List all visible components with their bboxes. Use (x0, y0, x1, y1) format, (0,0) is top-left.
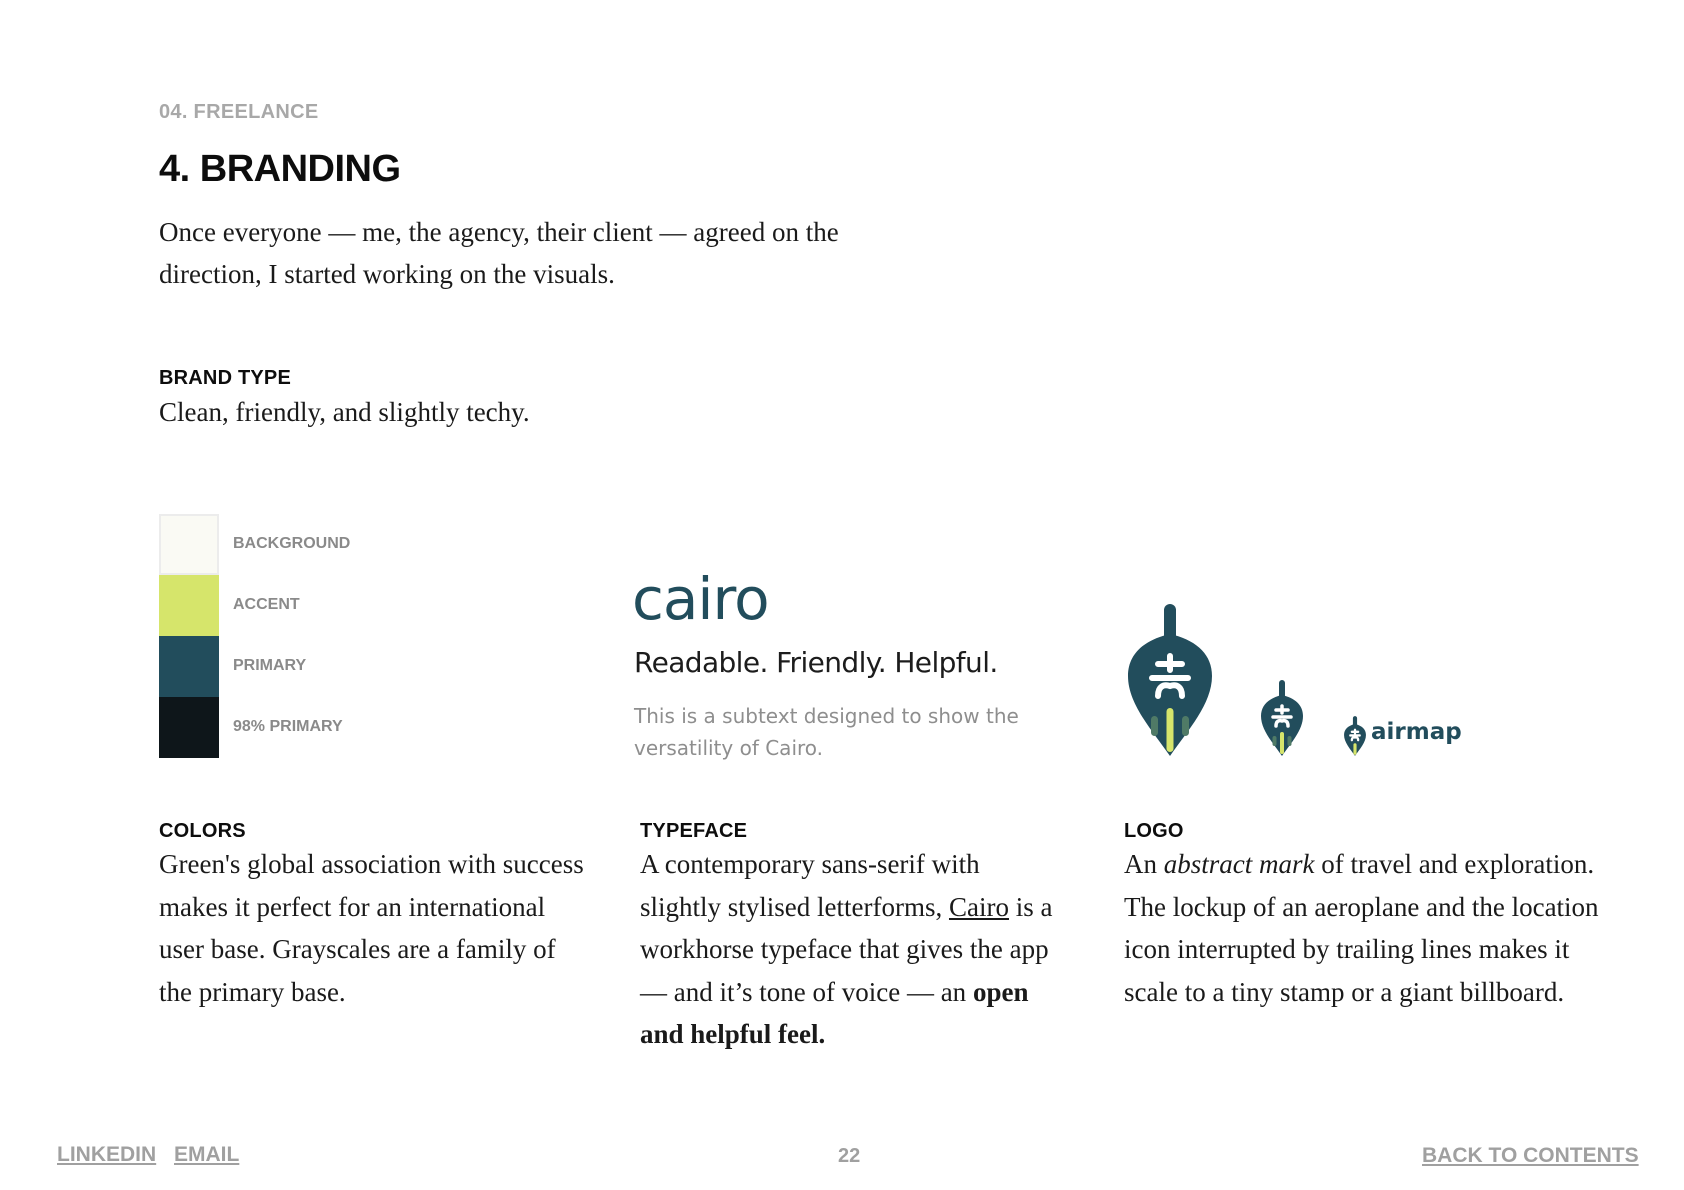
typeface-text-bold: open and helpful feel. (640, 976, 1029, 1049)
dark-primary-swatch-label: 98% PRIMARY (233, 718, 343, 735)
primary-swatch-label: PRIMARY (233, 657, 307, 674)
colors-description: Green's global association with success makes it perfect for an international user base. Grayscales are a family of the primary base. (159, 849, 584, 1007)
logo-description (1124, 843, 1624, 1013)
intro-paragraph: Once everyone — me, the agency, their client — agreed on the direction, I started working on the visuals. (159, 217, 839, 289)
brand-type-text: Clean, friendly, and slightly techy. (159, 397, 530, 427)
typeface-sample-subtext: This is a subtext designed to show the versatility of Cairo. (634, 704, 1019, 760)
background-swatch-label: BACKGROUND (233, 535, 351, 552)
typeface-description (640, 843, 1060, 1056)
brand-type-label: BRAND TYPE (159, 367, 292, 389)
typeface-text-start: A contemporary sans-serif with slightly stylised letterforms, (640, 849, 980, 922)
logo-text-start: An (1124, 849, 1164, 879)
logo-text-end: of travel and exploration. The lockup of an aeroplane and the location icon interrupted by trailing lines makes it scale to a tiny stamp or a giant billboard. (1124, 849, 1599, 1007)
typeface-sample-word: cairo (632, 565, 769, 633)
section-eyebrow: 04. FREELANCE (159, 101, 319, 123)
background-swatch (159, 514, 219, 575)
back-to-contents-link[interactable]: BACK TO CONTENTS (1422, 1144, 1639, 1167)
primary-swatch (159, 636, 219, 697)
typeface-sample-tagline: Readable. Friendly. Helpful. (634, 646, 998, 679)
typeface-label: TYPEFACE (640, 820, 748, 842)
logo-text-italic: abstract mark (1163, 849, 1315, 879)
colors-label: COLORS (159, 820, 246, 842)
email-link[interactable]: EMAIL (174, 1143, 240, 1166)
page-title: 4. BRANDING (159, 148, 401, 190)
logo-label: LOGO (1124, 820, 1184, 842)
logo-mark-medium (1258, 678, 1306, 758)
logo-mark-small (1343, 715, 1367, 757)
typeface-text-middle: is a workhorse typeface that gives the app — and it’s tone of voice — an (640, 891, 1053, 1007)
dark-primary-swatch (159, 697, 219, 758)
linkedin-link[interactable]: LINKEDIN (57, 1143, 157, 1166)
page-number: 22 (838, 1145, 861, 1167)
accent-swatch (159, 575, 219, 636)
logo-wordmark: airmap (1371, 719, 1462, 745)
logo-mark-large (1124, 600, 1216, 760)
cairo-link[interactable]: Cairo (948, 891, 1009, 922)
accent-swatch-label: ACCENT (233, 596, 300, 613)
